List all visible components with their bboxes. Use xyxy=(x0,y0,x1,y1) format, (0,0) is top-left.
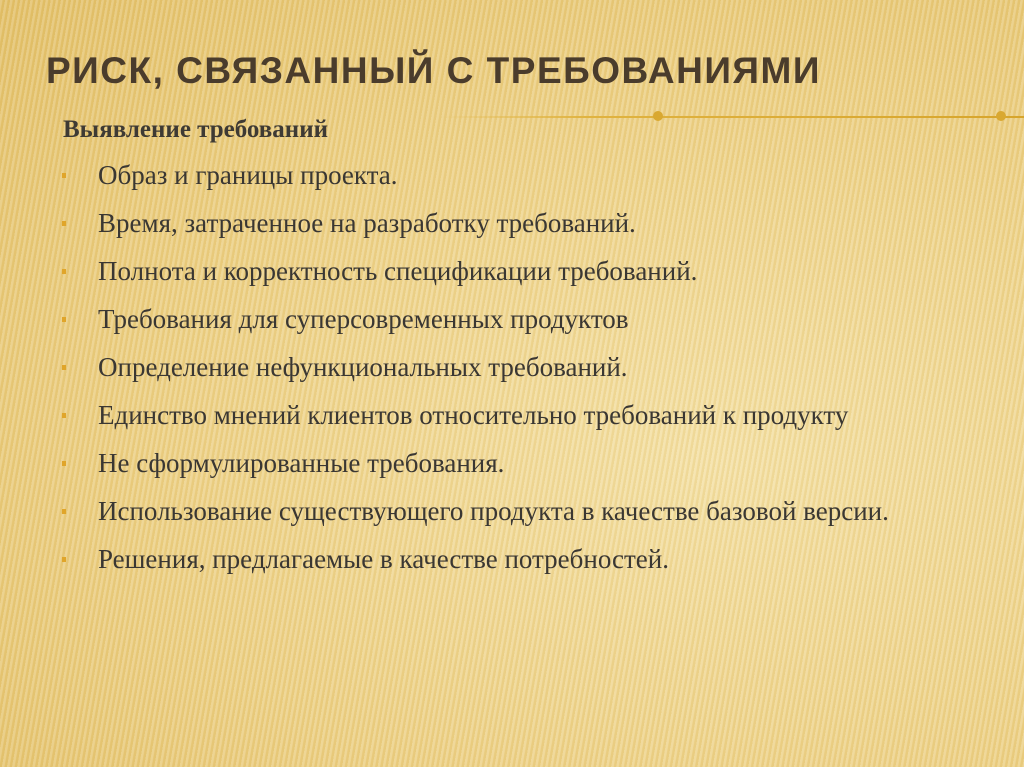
bullet-item xyxy=(60,446,960,481)
bullet-item xyxy=(60,254,960,289)
bullet-item xyxy=(60,302,960,337)
bullet-item xyxy=(60,494,960,529)
bullet-item xyxy=(60,350,960,385)
bullet-text: Полнота и корректность спецификации требований. xyxy=(98,256,698,286)
rule-dot-right xyxy=(996,111,1006,121)
rule-dot-left xyxy=(653,111,663,121)
bullet-marker-icon xyxy=(62,269,66,274)
bullet-text: Образ и границы проекта. xyxy=(98,160,398,190)
title-underline xyxy=(440,116,1024,118)
bullet-item xyxy=(60,158,960,193)
bullet-text: Требования для суперсовременных продуктов xyxy=(98,304,629,334)
bullet-list xyxy=(60,158,960,590)
bullet-text: Использование существующего продукта в качестве базовой версии. xyxy=(98,496,889,526)
bullet-text: Единство мнений клиентов относительно требований к продукту xyxy=(98,400,849,430)
bullet-item xyxy=(60,398,960,433)
bullet-marker-icon xyxy=(62,461,66,466)
bullet-marker-icon xyxy=(62,221,66,226)
bullet-marker-icon xyxy=(62,365,66,370)
bullet-marker-icon xyxy=(62,413,66,418)
bullet-item xyxy=(60,206,960,241)
section-subtitle: Выявление требований xyxy=(63,116,329,143)
slide-title: РИСК, СВЯЗАННЫЙ С ТРЕБОВАНИЯМИ xyxy=(46,50,821,91)
bullet-text: Определение нефункциональных требований. xyxy=(98,352,628,382)
bullet-marker-icon xyxy=(62,509,66,514)
bullet-marker-icon xyxy=(62,317,66,322)
bullet-text: Решения, предлагаемые в качестве потребностей. xyxy=(98,544,669,574)
bullet-item xyxy=(60,542,960,577)
bullet-text: Время, затраченное на разработку требований. xyxy=(98,208,636,238)
bullet-marker-icon xyxy=(62,557,66,562)
bullet-text: Не сформулированные требования. xyxy=(98,448,505,478)
bullet-marker-icon xyxy=(62,173,66,178)
